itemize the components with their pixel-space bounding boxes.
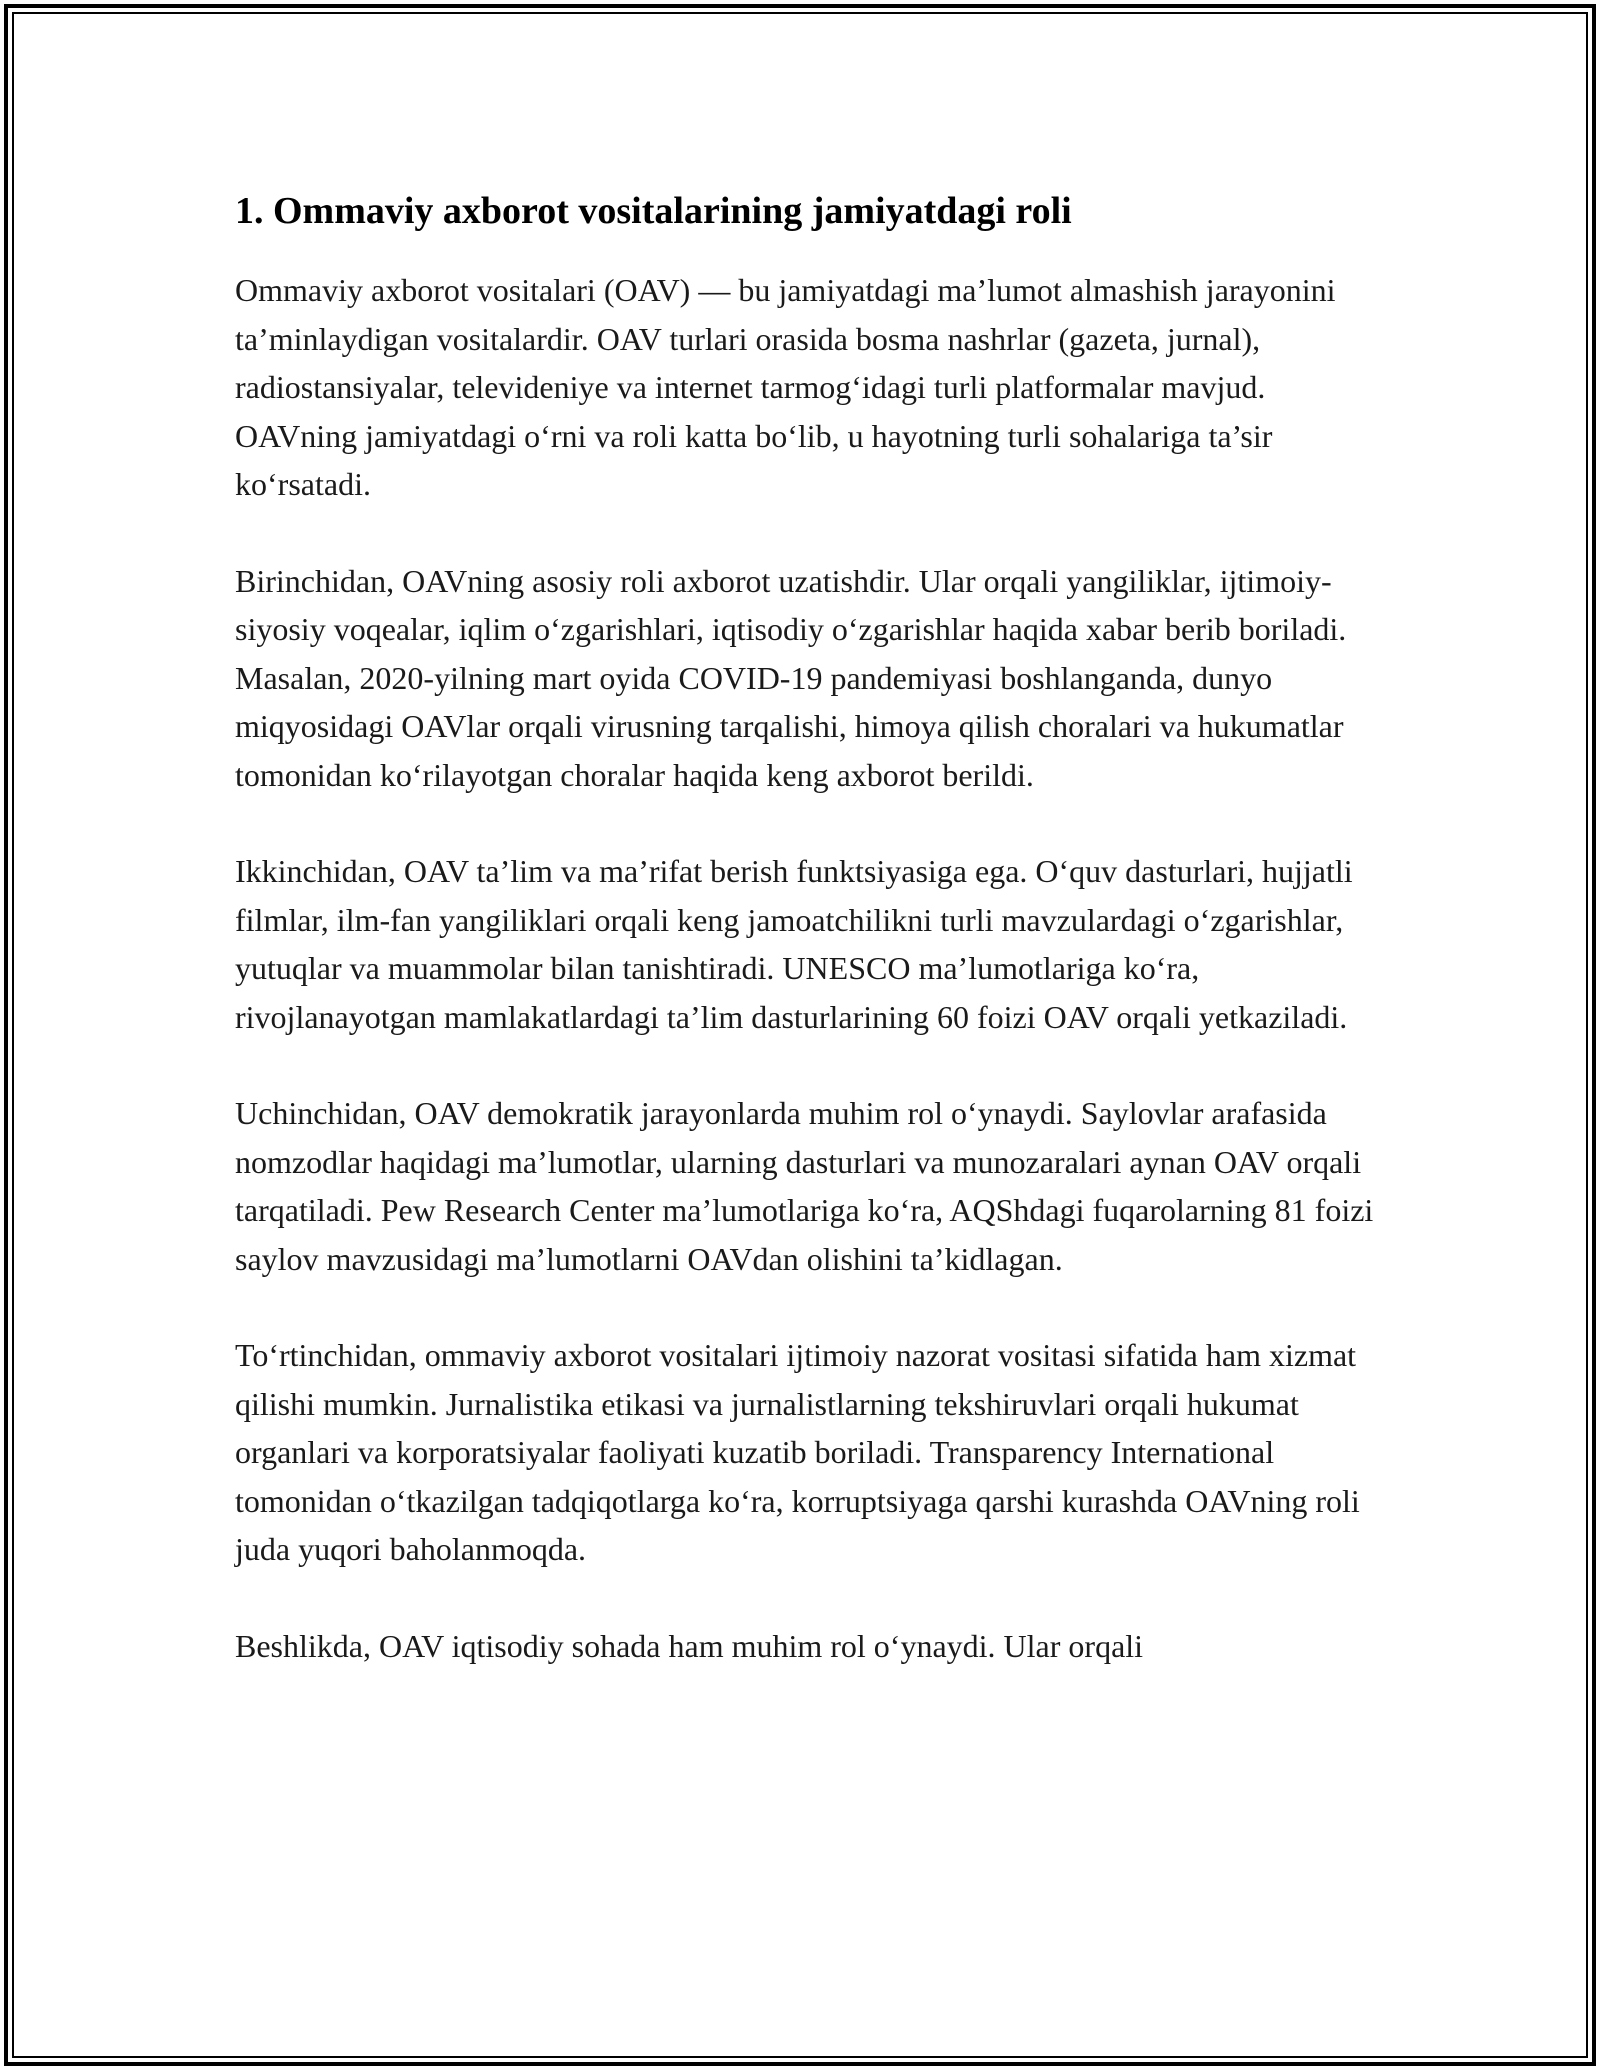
paragraph-fifth: Beshlikda, OAV iqtisodiy sohada ham muhim rol o‘ynaydi. Ular orqali [235, 1627, 1144, 1664]
paragraph-third: Uchinchidan, OAV demokratik jarayonlarda muhim rol o‘ynaydi. Saylovlar arafasida nomzodlar haqidagi ma’lumotlar, ularning dasturlari va munozaralari aynan OAV orqali tarqatiladi. Pew Research Center ma’lumotlariga ko‘ra, AQShdagi fuqarolarning 81 foizi saylov mavzusidagi ma’lumotlarni OAVdan olishini ta’kidlagan. [235, 1095, 1374, 1277]
section-heading: 1. Ommaviy axborot vositalarining jamiyatdagi roli [235, 190, 1072, 232]
paragraph-intro: Ommaviy axborot vositalari (OAV) — bu jamiyatdagi ma’lumot almashish jarayonini ta’minlaydigan vositalardir. OAV turlari orasida bosma nashrlar (gazeta, jurnal), radiostansiyalar, televideniye va internet tarmog‘idagi turli platformalar mavjud. OAVning jamiyatdagi o‘rni va roli katta bo‘lib, u hayotning turli sohalariga ta’sir ko‘rsatadi. [235, 272, 1336, 502]
paragraph-second: Ikkinchidan, OAV ta’lim va ma’rifat berish funktsiyasiga ega. O‘quv dasturlari, hujjatli filmlar, ilm-fan yangiliklari orqali keng jamoatchilikni turli mavzulardagi o‘zgarishlar, yutuqlar va muammolar bilan tanishtiradi. UNESCO ma’lumotlariga ko‘ra, rivojlanayotgan mamlakatlardagi ta’lim dasturlarining 60 foizi OAV orqali yetkaziladi. [235, 853, 1353, 1035]
paragraph-first: Birinchidan, OAVning asosiy roli axborot uzatishdir. Ular orqali yangiliklar, ijtimoiy-siyosiy voqealar, iqlim o‘zgarishlari, iqtisodiy o‘zgarishlar haqida xabar berib boriladi. Masalan, 2020-yilning mart oyida COVID-19 pandemiyasi boshlanganda, dunyo miqyosidagi OAVlar orqali virusning tarqalishi, himoya qilish choralari va hukumatlar tomonidan ko‘rilayotgan choralar haqida keng axborot berildi. [235, 562, 1347, 793]
document-body [235, 186, 1395, 1718]
paragraph-fourth: To‘rtinchidan, ommaviy axborot vositalari ijtimoiy nazorat vositasi sifatida ham xizmat qilishi mumkin. Jurnalistika etikasi va jurnalistlarning tekshiruvlari orqali hukumat organlari va korporatsiyalar faoliyati kuzatib boriladi. Transparency International tomonidan o‘tkazilgan tadqiqotlarga ko‘ra, korruptsiyaga qarshi kurashda OAVning roli juda yuqori baholanmoqda. [235, 1337, 1360, 1567]
